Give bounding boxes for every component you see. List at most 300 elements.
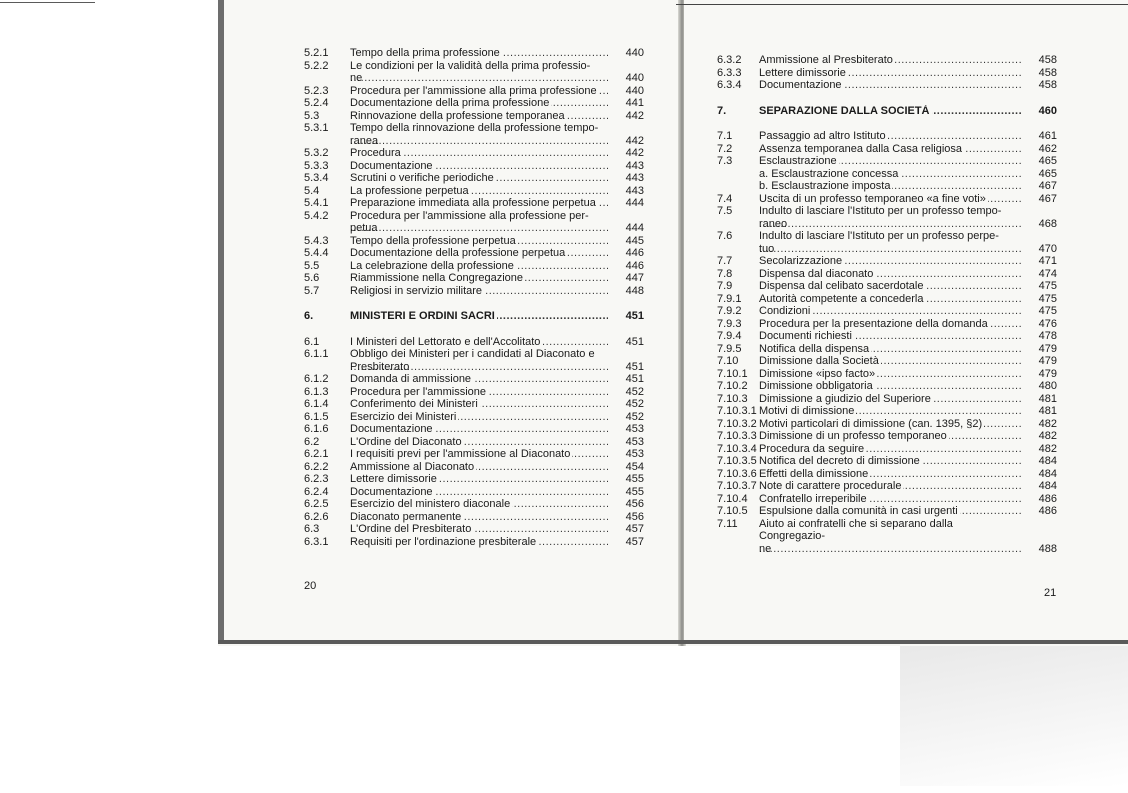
toc-row[interactable] [304, 398, 644, 411]
toc-entry-number: 6.2.6 [304, 510, 329, 523]
toc-entry-number: 7. [717, 104, 727, 117]
toc-entry-title-text: Ammissione al Diaconato [350, 460, 475, 473]
toc-entry-title [350, 272, 608, 285]
toc-row[interactable] [304, 348, 644, 373]
toc-entry-page: 484 [1038, 467, 1057, 480]
toc-entry-page: 444 [625, 197, 644, 209]
toc-entry-title-text: Lettere dimissorie [759, 66, 846, 79]
toc-entry-page: 448 [625, 284, 644, 297]
toc-entry-page: 456 [625, 498, 644, 510]
toc-entry-title-text: Documenti richiesti [759, 330, 852, 342]
toc-entry-number: 5.2.1 [304, 47, 329, 59]
toc-entry-title [759, 418, 1021, 431]
toc-entry-page: 484 [1038, 455, 1057, 467]
toc-entry-title [759, 268, 1021, 281]
toc-entry-title-text: Espulsione dalla comunità in casi urgenti [759, 505, 958, 517]
toc-row[interactable] [717, 318, 1057, 331]
toc-entry-title [759, 468, 1021, 481]
toc-entry-title-cont-text: raneo [759, 217, 788, 230]
toc-entry-title [350, 498, 608, 511]
toc-row[interactable] [304, 47, 644, 60]
toc-row[interactable] [304, 260, 644, 273]
toc-row[interactable] [717, 293, 1057, 306]
toc-entry-page: 475 [1038, 292, 1057, 305]
toc-entry-title-cont-text: ne [350, 72, 363, 84]
toc-entry-page: 465 [1038, 155, 1057, 167]
toc-entry-title-text: Obbligo dei Ministeri per i candidati al Diaconato e [350, 348, 595, 360]
toc-entry-number: 7.10.1 [717, 367, 748, 380]
toc-entry-title-text: Procedura per l'ammissione [350, 385, 486, 398]
toc-entry-number: 5.4.2 [304, 209, 329, 222]
toc-entry-title [759, 105, 1021, 118]
toc-row[interactable] [717, 255, 1057, 268]
toc-entry-title-text: Documentazione [759, 79, 842, 91]
toc-row[interactable] [717, 430, 1057, 443]
toc-entry-title-text: Documentazione della professione perpetua [350, 247, 566, 259]
toc-entry-number: 7.9 [717, 280, 733, 292]
toc-entry-title-text: Scrutini o verifiche periodiche [350, 172, 494, 184]
toc-entry-page: 479 [1038, 367, 1057, 380]
toc-entry-number: 7.10.3.4 [717, 442, 757, 455]
toc-entry-page: 465 [1038, 167, 1057, 180]
toc-entry-title [350, 523, 608, 536]
toc-entry-number: 7.9.1 [717, 292, 742, 305]
toc-entry-page: 482 [1038, 417, 1057, 430]
toc-entry-number: 7.10.3.7 [717, 480, 757, 492]
toc-entry-title-text: Dimissione di un professo temporaneo [759, 430, 947, 442]
toc-entry-title [759, 280, 1021, 293]
toc-entry-number: 7.9.2 [717, 305, 742, 317]
toc-row[interactable] [717, 493, 1057, 506]
toc-entry-title-text: Preparazione immediata alla professione perpetua [350, 197, 596, 209]
toc-entry-title-cont-text: tuo [759, 242, 775, 255]
toc-entry-page: 486 [1038, 492, 1057, 505]
toc-entry-title [759, 305, 1021, 318]
toc-entry-number: 7.10.3.3 [717, 430, 757, 442]
toc-entry-number: 6.1.2 [304, 373, 329, 385]
toc-entry-title-cont-text: ne [759, 542, 772, 555]
toc-entry-number: 7.10 [717, 355, 739, 367]
toc-entry-number: 5.3.4 [304, 172, 329, 184]
page-number-right: 21 [1044, 587, 1057, 599]
toc-entry-number: 7.10.5 [717, 505, 748, 517]
toc-entry-title [350, 122, 608, 147]
toc-entry-page: 441 [625, 97, 644, 109]
toc-entry-title [759, 443, 1021, 456]
toc-entry-number: 6.1.3 [304, 385, 329, 398]
toc-entry-number: 6.1 [304, 335, 320, 348]
toc-entry-title-text: Dimissione obbligatoria [759, 380, 873, 392]
toc-row[interactable] [304, 386, 644, 399]
toc-row[interactable] [717, 130, 1057, 143]
toc-entry-title [759, 330, 1021, 343]
top-rule-left [0, 2, 95, 3]
toc-entry-title-text: Secolarizzazione [759, 255, 843, 267]
toc-entry-title [759, 393, 1021, 406]
toc-entry-title-text: Documentazione [350, 423, 433, 435]
toc-entry-title [759, 355, 1021, 368]
toc-entry-number: 7.1 [717, 130, 733, 142]
toc-entry-page: 474 [1038, 267, 1057, 280]
toc-entry-number: 5.2.4 [304, 97, 329, 109]
toc-entry-title [350, 285, 608, 298]
toc-entry-title [350, 210, 608, 235]
toc-row[interactable] [717, 380, 1057, 393]
toc-row[interactable] [304, 247, 644, 260]
toc-entry-title-cont-text: petua [350, 222, 378, 234]
toc-entry-title [759, 343, 1021, 356]
toc-entry-title [350, 398, 608, 411]
toc-entry-title-text: Procedura per l'ammissione alla prima professione [350, 84, 597, 97]
toc-entry-title-cont-text: Presbiterato [350, 360, 410, 373]
toc-entry-page: 458 [1038, 79, 1057, 91]
toc-entry-number: 7.6 [717, 230, 733, 242]
toc-entry-title [350, 147, 608, 160]
toc-entry-title-text: Dispensa dal celibato sacerdotale [759, 280, 924, 292]
toc-row[interactable] [717, 67, 1057, 80]
toc-entry-title-text: Dimissione a giudizio del Superiore [759, 392, 931, 405]
toc-row[interactable] [304, 147, 644, 160]
toc-entry-title-text: Tempo della rinnovazione della professione tempo- [350, 122, 599, 134]
toc-row[interactable] [304, 85, 644, 98]
toc-entry-title [759, 143, 1021, 156]
toc-row[interactable] [717, 393, 1057, 406]
toc-entry-title-text: Esercizio del ministero diaconale [350, 498, 511, 510]
toc-entry-number: 6. [304, 310, 314, 322]
toc-entry-title [759, 405, 1021, 418]
toc-entry-title-continuation [350, 135, 608, 148]
toc-entry-title-text: Ammissione al Presbiterato [759, 54, 893, 66]
toc-entry-page: 453 [625, 435, 644, 448]
toc-entry-number [717, 180, 759, 193]
toc-entry-number: 6.3.2 [717, 54, 742, 66]
toc-entry-title [350, 197, 608, 210]
toc-entry-title-text: Esclaustrazione [759, 155, 837, 167]
toc-spacer [717, 92, 1057, 105]
toc-entry-page: 458 [1038, 66, 1057, 79]
toc-entry-title-text: Assenza temporanea dalla Casa religiosa [759, 142, 963, 155]
toc-row[interactable] [304, 285, 644, 298]
toc-entry-page: 451 [625, 373, 644, 385]
toc-entry-page: 451 [625, 335, 644, 348]
toc-entry-title [759, 180, 1021, 193]
toc-entry-page: 443 [625, 172, 644, 184]
toc-spacer [304, 297, 644, 310]
toc-entry-title [759, 493, 1021, 506]
toc-entry-title-text: L'Ordine del Diaconato [350, 435, 462, 448]
toc-entry-title [350, 423, 608, 436]
toc-entry-page: 443 [625, 159, 644, 172]
toc-row[interactable] [304, 536, 644, 549]
toc-entry-title [759, 155, 1021, 168]
toc-entry-title [759, 368, 1021, 381]
toc-entry-title-text: Documentazione [350, 485, 433, 498]
toc-row[interactable] [717, 193, 1057, 206]
toc-entry-page: 478 [1038, 330, 1057, 342]
toc-row[interactable] [304, 122, 644, 147]
toc-row[interactable] [717, 54, 1057, 67]
toc-entry-page: 442 [625, 147, 644, 159]
toc-entry-title-text: Passaggio ad altro Istituto [759, 130, 886, 142]
toc-entry-title-text: Diaconato permanente [350, 510, 462, 523]
toc-entry-title [350, 247, 608, 260]
toc-entry-title-text: SEPARAZIONE DALLA SOCIETÀ [759, 104, 930, 117]
toc-row[interactable] [304, 486, 644, 499]
toc-row[interactable] [304, 473, 644, 486]
toc-row[interactable] [717, 205, 1057, 230]
toc-entry-page: 481 [1038, 392, 1057, 405]
toc-row[interactable] [717, 168, 1057, 181]
toc-entry-page: 455 [625, 485, 644, 498]
toc-row[interactable] [717, 268, 1057, 281]
toc-row[interactable] [304, 97, 644, 110]
toc-row[interactable] [717, 79, 1057, 92]
toc-row[interactable] [304, 235, 644, 248]
toc-row[interactable] [717, 368, 1057, 381]
toc-entry-page: 468 [1038, 217, 1057, 230]
toc-entry-title [350, 411, 608, 424]
toc-entry-page: 455 [625, 473, 644, 485]
toc-entry-page: 480 [1038, 380, 1057, 392]
toc-entry-title [759, 505, 1021, 518]
toc-row[interactable] [717, 155, 1057, 168]
toc-entry-title-text: Motivi di dimissione [759, 405, 855, 417]
toc-row[interactable] [304, 373, 644, 386]
toc-entry-number: 7.10.4 [717, 492, 748, 505]
toc-entry-number: 5.7 [304, 284, 320, 297]
toc-row[interactable] [304, 461, 644, 474]
toc-row[interactable] [304, 110, 644, 123]
toc-entry-page: 443 [625, 184, 644, 197]
toc-entry-title [759, 293, 1021, 306]
toc-entry-number: 7.11 [717, 517, 738, 530]
toc-entry-number: 7.4 [717, 192, 733, 205]
toc-entry-number [717, 168, 759, 181]
toc-entry-title [350, 448, 608, 461]
toc-row[interactable] [717, 468, 1057, 481]
toc-entry-page: 482 [1038, 442, 1057, 455]
toc-entry-title-text: Confratello irreperibile [759, 492, 867, 505]
toc-entry-title-text: Indulto di lasciare l'Istituto per un professo tempo- [759, 205, 1002, 217]
toc-row[interactable] [304, 423, 644, 436]
toc-entry-page: 467 [1038, 192, 1057, 205]
toc-entry-number: 6.2.1 [304, 448, 329, 460]
toc-entry-title [350, 511, 608, 524]
toc-entry-title [759, 130, 1021, 143]
toc-entry-title [759, 54, 1021, 67]
toc-row[interactable] [304, 336, 644, 349]
toc-chapter-row[interactable] [717, 105, 1057, 118]
toc-row[interactable] [717, 405, 1057, 418]
toc-entry-number: 5.3.1 [304, 122, 329, 134]
toc-row[interactable] [304, 511, 644, 524]
toc-entry-number: 6.2.2 [304, 460, 329, 473]
toc-row[interactable] [304, 60, 644, 85]
toc-entry-page: 451 [625, 360, 644, 373]
toc-entry-title [759, 79, 1021, 92]
toc-entry-number: 5.4.4 [304, 247, 329, 259]
toc-entry-number: 5.4.3 [304, 234, 329, 247]
toc-entry-title [350, 536, 608, 549]
toc-entry-page: 457 [625, 535, 644, 548]
toc-row[interactable] [717, 418, 1057, 431]
toc-entry-number: 5.5 [304, 259, 320, 272]
toc-entry-number: 7.10.3.5 [717, 455, 757, 467]
toc-row[interactable] [717, 330, 1057, 343]
toc-entry-number: 6.2 [304, 435, 320, 448]
toc-entry-title-text: b. Esclaustrazione imposta [759, 180, 891, 192]
toc-entry-number: 6.2.4 [304, 485, 329, 498]
toc-entry-page: 470 [1038, 242, 1057, 255]
toc-row[interactable] [304, 436, 644, 449]
toc-entry-number: 5.3 [304, 109, 320, 122]
toc-entry-title-text: Effetti della dimissione [759, 467, 869, 480]
toc-entry-number: 5.3.3 [304, 159, 329, 172]
toc-row[interactable] [304, 448, 644, 461]
toc-entry-title [759, 380, 1021, 393]
toc-entry-number: 6.3.3 [717, 66, 742, 79]
toc-entry-number: 6.2.3 [304, 473, 329, 485]
toc-entry-page: 446 [625, 247, 644, 259]
toc-entry-title [350, 386, 608, 399]
toc-entry-page: 462 [1038, 142, 1057, 155]
toc-entry-title-text: Procedura [350, 147, 401, 159]
toc-entry-title-text: Domanda di ammissione [350, 373, 472, 385]
toc-entry-title-text: Dimissione dalla Società [759, 355, 879, 367]
toc-entry-title-text: Documentazione [350, 159, 433, 172]
toc-entry-title-text: Notifica del decreto di dimissione [759, 455, 920, 467]
toc-entry-number: 6.3 [304, 523, 320, 535]
toc-entry-title [759, 255, 1021, 268]
toc-entry-title [759, 168, 1021, 181]
toc-row[interactable] [717, 480, 1057, 493]
toc-entry-title [759, 480, 1021, 493]
toc-entry-page: 440 [625, 47, 644, 59]
toc-entry-title [350, 160, 608, 173]
toc-entry-title-text: Lettere dimissorie [350, 473, 437, 485]
toc-entry-title-text: L'Ordine del Presbiterato [350, 523, 472, 535]
toc-entry-title-text: Indulto di lasciare l'Istituto per un professo perpe- [759, 230, 999, 242]
toc-entry-title-text: I Ministeri del Lettorato e dell'Accolitato [350, 335, 541, 348]
book-bottom-edge [218, 640, 1128, 644]
toc-entry-page: 452 [625, 410, 644, 423]
toc-entry-page: 479 [1038, 355, 1057, 367]
toc-row[interactable] [717, 180, 1057, 193]
toc-entry-number: 5.2.2 [304, 59, 329, 72]
toc-entry-title-text: Procedura per la presentazione della domanda [759, 317, 988, 330]
toc-entry-title [759, 430, 1021, 443]
toc-entry-title-text: Procedura per l'ammissione alla professione per- [350, 209, 589, 222]
toc-entry-page: 457 [625, 523, 644, 535]
toc-entry-page: 440 [625, 72, 644, 84]
toc-row[interactable] [304, 172, 644, 185]
toc-entry-title [350, 60, 608, 85]
toc-entry-title-text: Dispensa dal diaconato [759, 267, 874, 280]
toc-row[interactable] [304, 210, 644, 235]
toc-entry-page: 460 [1038, 104, 1057, 117]
toc-entry-title-text: La celebrazione della professione [350, 259, 514, 272]
toc-entry-title-text: I requisiti previ per l'ammissione al Diaconato [350, 448, 571, 460]
toc-entry-page: 452 [625, 385, 644, 398]
toc-entry-number: 7.7 [717, 255, 733, 267]
toc-entry-title [350, 473, 608, 486]
toc-entry-page: 476 [1038, 317, 1057, 330]
toc-row[interactable] [717, 443, 1057, 456]
toc-row[interactable] [304, 185, 644, 198]
toc-entry-page: 446 [625, 259, 644, 272]
toc-row[interactable] [717, 518, 1057, 556]
toc-entry-title [350, 436, 608, 449]
toc-row[interactable] [304, 523, 644, 536]
toc-entry-number: 6.3.4 [717, 79, 742, 91]
toc-entry-number: 6.1.6 [304, 423, 329, 435]
toc-spacer [717, 117, 1057, 130]
toc-chapter-row[interactable] [304, 310, 644, 323]
toc-row[interactable] [717, 280, 1057, 293]
page-shadow [900, 646, 1128, 786]
table-of-contents-left [304, 47, 644, 548]
toc-entry-number: 7.10.3.6 [717, 467, 757, 480]
toc-entry-page: 453 [625, 448, 644, 460]
toc-entry-page: 454 [625, 460, 644, 473]
toc-entry-title [350, 97, 608, 110]
toc-entry-number: 5.4 [304, 184, 320, 197]
toc-entry-title [759, 193, 1021, 206]
toc-entry-title [350, 110, 608, 123]
toc-entry-title [350, 461, 608, 474]
toc-entry-page: 488 [1038, 542, 1057, 555]
toc-entry-page: 447 [625, 272, 644, 284]
toc-entry-number: 7.8 [717, 267, 733, 280]
toc-row[interactable] [304, 272, 644, 285]
toc-entry-title-text: Tempo della prima professione [350, 47, 500, 59]
toc-entry-title-text: Tempo della professione perpetua [350, 234, 516, 247]
toc-entry-title-text: Aiuto ai confratelli che si separano dalla Congregazio- [759, 517, 953, 542]
toc-entry-title-text: Esercizio dei Ministeri [350, 410, 457, 423]
toc-row[interactable] [304, 498, 644, 511]
toc-row[interactable] [717, 355, 1057, 368]
toc-row[interactable] [304, 160, 644, 173]
toc-entry-title-text: a. Esclaustrazione concessa [759, 167, 899, 180]
toc-entry-title [350, 486, 608, 499]
toc-entry-number: 7.9.3 [717, 317, 742, 330]
toc-entry-title-text: Notifica della dispensa [759, 342, 870, 355]
toc-row[interactable] [717, 305, 1057, 318]
toc-row[interactable] [717, 455, 1057, 468]
toc-entry-page: 445 [625, 234, 644, 247]
toc-entry-page: 479 [1038, 342, 1057, 355]
page-number-left: 20 [304, 580, 317, 592]
toc-entry-number: 7.10.3.2 [717, 417, 757, 430]
toc-entry-title-cont-text: ranea [350, 134, 379, 147]
toc-row[interactable] [304, 197, 644, 210]
toc-row[interactable] [304, 411, 644, 424]
toc-entry-title [759, 318, 1021, 331]
toc-row[interactable] [717, 505, 1057, 518]
toc-entry-page: 475 [1038, 280, 1057, 292]
toc-entry-page: 475 [1038, 305, 1057, 317]
toc-entry-title-text: Motivi particolari di dimissione (can. 1395, §2) [759, 417, 983, 430]
toc-entry-title [350, 310, 608, 323]
toc-row[interactable] [717, 230, 1057, 255]
toc-row[interactable] [717, 343, 1057, 356]
toc-entry-page: 486 [1038, 505, 1057, 517]
toc-entry-title-text: Riammissione nella Congregazione [350, 272, 524, 284]
toc-entry-title-continuation [350, 72, 608, 85]
toc-entry-title-text: Condizioni [759, 305, 811, 317]
toc-entry-number: 7.10.3 [717, 392, 748, 405]
toc-row[interactable] [717, 143, 1057, 156]
